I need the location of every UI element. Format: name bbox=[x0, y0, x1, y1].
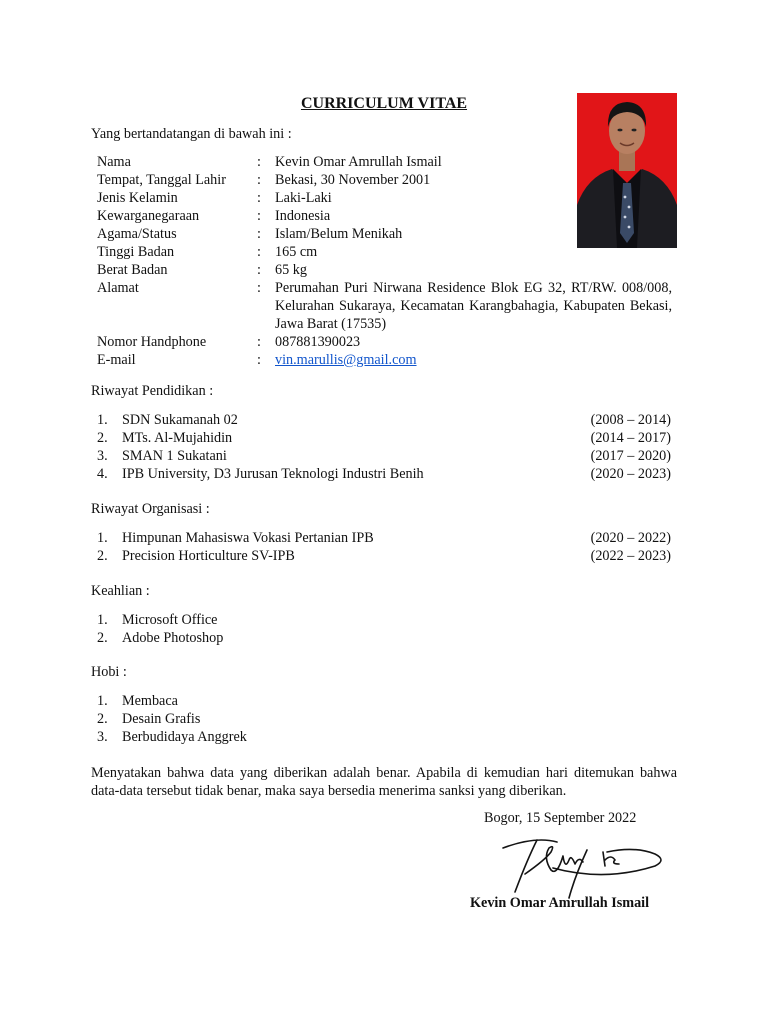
list-period: (2008 – 2014) bbox=[590, 412, 671, 428]
bio-value bbox=[275, 351, 672, 369]
list-number: 2. bbox=[97, 630, 108, 646]
bio-label: Berat Badan bbox=[97, 262, 168, 278]
bio-row-weight bbox=[97, 261, 672, 279]
list-item bbox=[97, 547, 671, 565]
bio-label: Agama/Status bbox=[97, 226, 177, 242]
bio-colon: : bbox=[257, 172, 261, 188]
bio-row-address bbox=[97, 279, 672, 333]
organization-list bbox=[97, 529, 671, 565]
intro-text: Yang bertandatangan di bawah ini : bbox=[91, 126, 292, 142]
list-text: Microsoft Office bbox=[122, 612, 218, 628]
bio-label: Nomor Handphone bbox=[97, 334, 207, 350]
email-link[interactable]: vin.marullis@gmail.com bbox=[275, 352, 417, 368]
list-text: Precision Horticulture SV-IPB bbox=[122, 548, 295, 564]
list-number: 1. bbox=[97, 693, 108, 709]
list-number: 1. bbox=[97, 530, 108, 546]
list-number: 1. bbox=[97, 412, 108, 428]
list-item bbox=[97, 529, 671, 547]
handwritten-signature bbox=[495, 830, 665, 900]
bio-colon: : bbox=[257, 190, 261, 206]
signature-icon bbox=[495, 830, 665, 900]
bio-value: 087881390023 bbox=[275, 334, 361, 350]
bio-colon: : bbox=[257, 226, 261, 242]
bio-value: Indonesia bbox=[275, 208, 331, 224]
bio-label: E-mail bbox=[97, 352, 136, 368]
list-item bbox=[97, 447, 671, 465]
bio-label: Alamat bbox=[97, 280, 139, 296]
list-text: MTs. Al-Mujahidin bbox=[122, 430, 233, 446]
place-date: Bogor, 15 September 2022 bbox=[484, 810, 637, 826]
list-text: IPB University, D3 Jurusan Teknologi Industri Benih bbox=[122, 466, 424, 482]
bio-row-email bbox=[97, 351, 672, 369]
list-period: (2017 – 2020) bbox=[590, 448, 671, 464]
list-period: (2022 – 2023) bbox=[590, 548, 671, 564]
signer-name: Kevin Omar Amrullah Ismail bbox=[470, 895, 650, 911]
list-item bbox=[97, 465, 671, 483]
hobbies-list bbox=[97, 692, 671, 746]
education-heading: Riwayat Pendidikan : bbox=[91, 383, 214, 399]
list-number: 4. bbox=[97, 466, 108, 482]
education-list bbox=[97, 411, 671, 483]
bio-colon: : bbox=[257, 352, 261, 368]
list-period: (2020 – 2022) bbox=[590, 530, 671, 546]
bio-value: Perumahan Puri Nirwana Residence Blok EG 32, RT/RW. 008/008, Kelurahan Sukaraya, Kecamatan Karangbahagia, Kabupaten Bekasi, Jawa Barat (17535) bbox=[275, 280, 672, 332]
list-number: 3. bbox=[97, 448, 108, 464]
list-number: 2. bbox=[97, 430, 108, 446]
list-text: SMAN 1 Sukatani bbox=[122, 448, 227, 464]
personal-data bbox=[97, 153, 672, 369]
bio-value: 65 kg bbox=[275, 262, 307, 278]
bio-row-gender bbox=[97, 189, 672, 207]
list-number: 2. bbox=[97, 711, 108, 727]
bio-row-name bbox=[97, 153, 672, 171]
bio-value: Islam/Belum Menikah bbox=[275, 226, 403, 242]
list-text: Himpunan Mahasiswa Vokasi Pertanian IPB bbox=[122, 530, 374, 546]
bio-row-nationality bbox=[97, 207, 672, 225]
bio-colon: : bbox=[257, 280, 261, 296]
list-item bbox=[97, 429, 671, 447]
bio-row-birth bbox=[97, 171, 672, 189]
list-item bbox=[97, 692, 671, 710]
bio-colon: : bbox=[257, 154, 261, 170]
bio-colon: : bbox=[257, 334, 261, 350]
hobbies-heading: Hobi : bbox=[91, 664, 127, 680]
list-number: 3. bbox=[97, 729, 108, 745]
list-number: 1. bbox=[97, 612, 108, 628]
bio-row-height bbox=[97, 243, 672, 261]
skills-heading: Keahlian : bbox=[91, 583, 150, 599]
list-item bbox=[97, 710, 671, 728]
list-text: SDN Sukamanah 02 bbox=[122, 412, 238, 428]
bio-row-religion-status bbox=[97, 225, 672, 243]
list-item bbox=[97, 629, 671, 647]
list-text: Membaca bbox=[122, 693, 178, 709]
list-text: Adobe Photoshop bbox=[122, 630, 224, 646]
bio-value: 165 cm bbox=[275, 244, 318, 260]
bio-value: Kevin Omar Amrullah Ismail bbox=[275, 154, 442, 170]
bio-label: Jenis Kelamin bbox=[97, 190, 178, 206]
bio-value: Bekasi, 30 November 2001 bbox=[275, 172, 431, 188]
list-period: (2014 – 2017) bbox=[590, 430, 671, 446]
bio-label: Tinggi Badan bbox=[97, 244, 175, 260]
page-title: CURRICULUM VITAE bbox=[300, 95, 468, 112]
bio-colon: : bbox=[257, 208, 261, 224]
list-item bbox=[97, 728, 671, 746]
bio-colon: : bbox=[257, 262, 261, 278]
bio-label: Kewarganegaraan bbox=[97, 208, 200, 224]
list-item bbox=[97, 611, 671, 629]
bio-row-phone bbox=[97, 333, 672, 351]
bio-label: Nama bbox=[97, 154, 131, 170]
list-text: Desain Grafis bbox=[122, 711, 201, 727]
list-period: (2020 – 2023) bbox=[590, 466, 671, 482]
skills-list bbox=[97, 611, 671, 647]
bio-label: Tempat, Tanggal Lahir bbox=[97, 172, 226, 188]
list-item bbox=[97, 411, 671, 429]
list-text: Berbudidaya Anggrek bbox=[122, 729, 247, 745]
bio-colon: : bbox=[257, 244, 261, 260]
bio-value: Laki-Laki bbox=[275, 190, 332, 206]
declaration-statement: Menyatakan bahwa data yang diberikan adalah benar. Apabila di kemudian hari ditemukan bahwa data-data tersebut tidak benar, maka saya bersedia menerima sanksi yang diberikan. bbox=[91, 765, 677, 799]
organization-heading: Riwayat Organisasi : bbox=[91, 501, 210, 517]
list-number: 2. bbox=[97, 548, 108, 564]
